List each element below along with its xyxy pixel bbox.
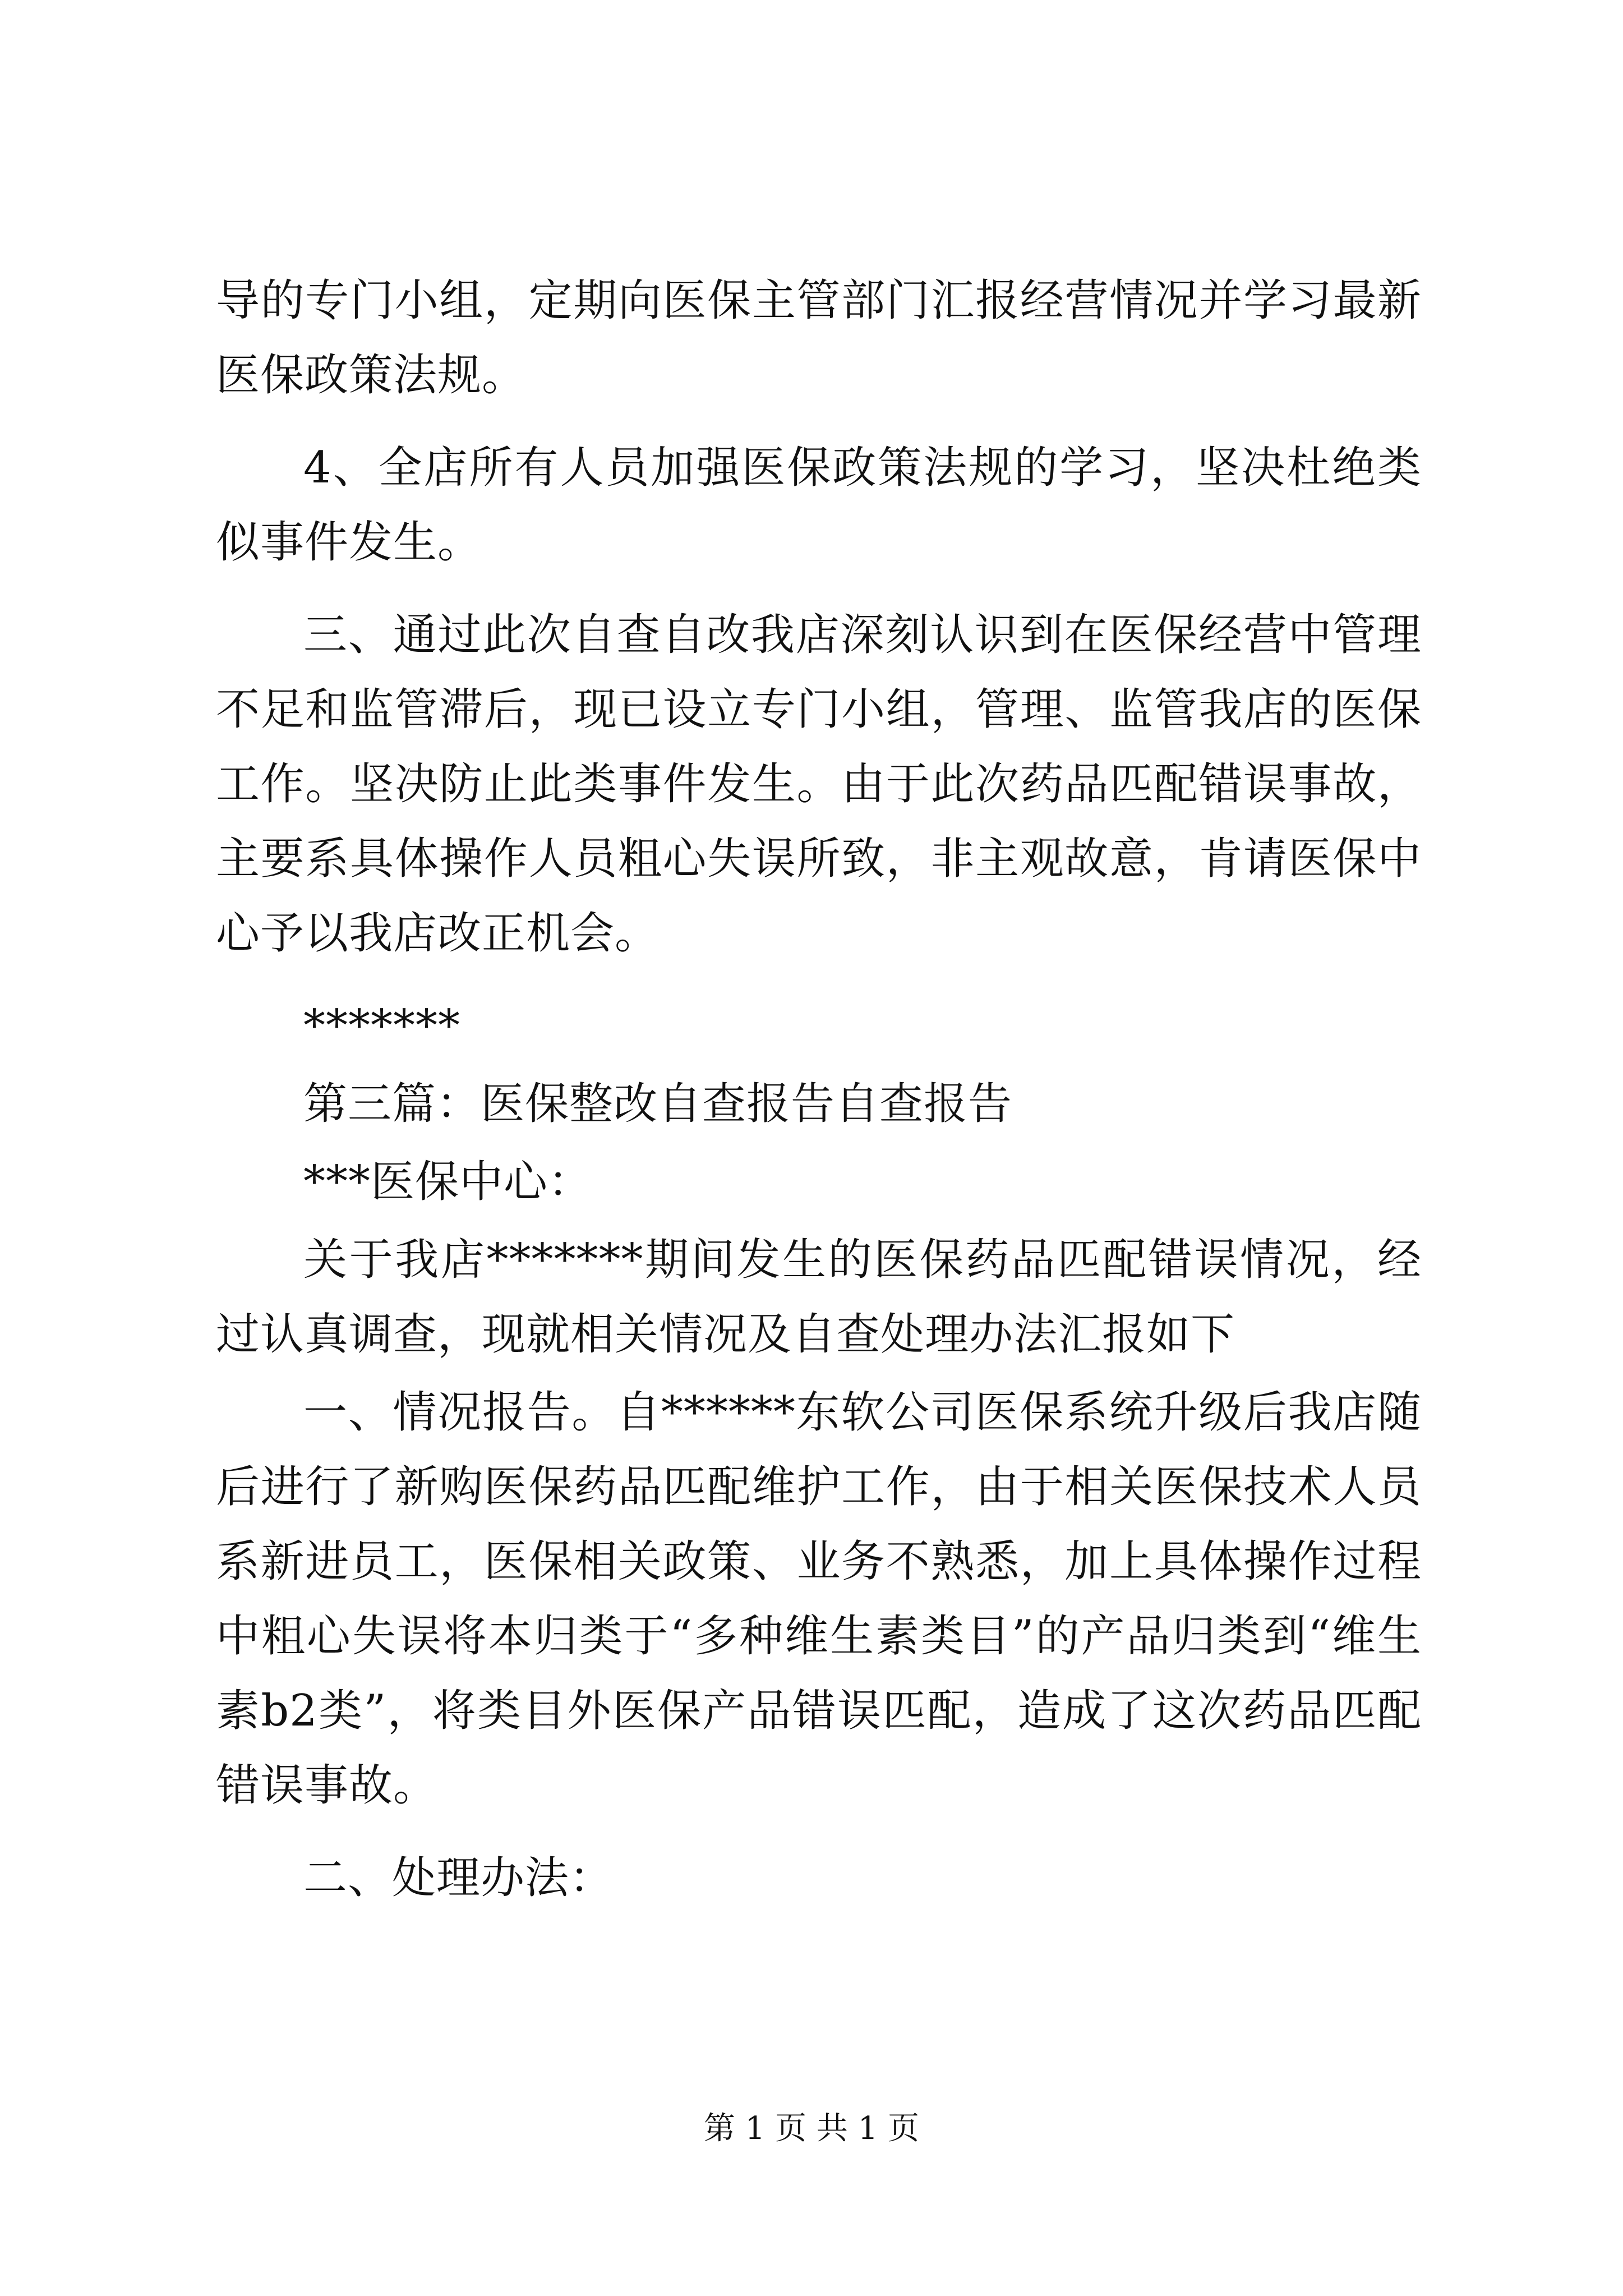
paragraph-continuation: 导的专门小组，定期向医保主管部门汇报经营情况并学习最新医保政策法规。	[216, 275, 1422, 401]
paragraph-situation-report: 一、情况报告。自******东软公司医保系统升级后我店随后进行了新购医保药品匹配维护工作，由于相关医保技术人员系新进员工，医保相关政策、业务不熟悉，加上具体操作过程中粗心失误将本归类于“多种维生素类目”的产品归类到“维生素b2类”，将类目外医保产品错误匹配，造成了这次药品匹配错误事故。	[216, 1387, 1422, 1811]
document-body	[216, 264, 1422, 1919]
paragraph-section-3: 三、通过此次自查自改我店深刻认识到在医保经营中管理不足和监管滞后，现已设立专门小组，管理、监管我店的医保工作。坚决防止此类事件发生。由于此次药品匹配错误事故，主要系具体操作人员粗心失误所致，非主观故意，肯请医保中心予以我店改正机会。	[216, 610, 1422, 959]
section-heading: 第三篇：医保整改自查报告自查报告	[303, 1079, 1013, 1129]
paragraph-handling-heading: 二、处理办法：	[303, 1853, 614, 1903]
paragraph-intro: 关于我店*******期间发生的医保药品匹配错误情况，经过认真调查，现就相关情况及自查处理办法汇报如下	[216, 1235, 1422, 1360]
paragraph-item-4: 4、全店所有人员加强医保政策法规的学习，坚决杜绝类似事件发生。	[216, 443, 1422, 568]
separator-asterisks: *******	[303, 1001, 460, 1051]
salutation: ***医保中心：	[303, 1157, 593, 1207]
page-footer: 第 1 页 共 1 页	[703, 2110, 920, 2147]
